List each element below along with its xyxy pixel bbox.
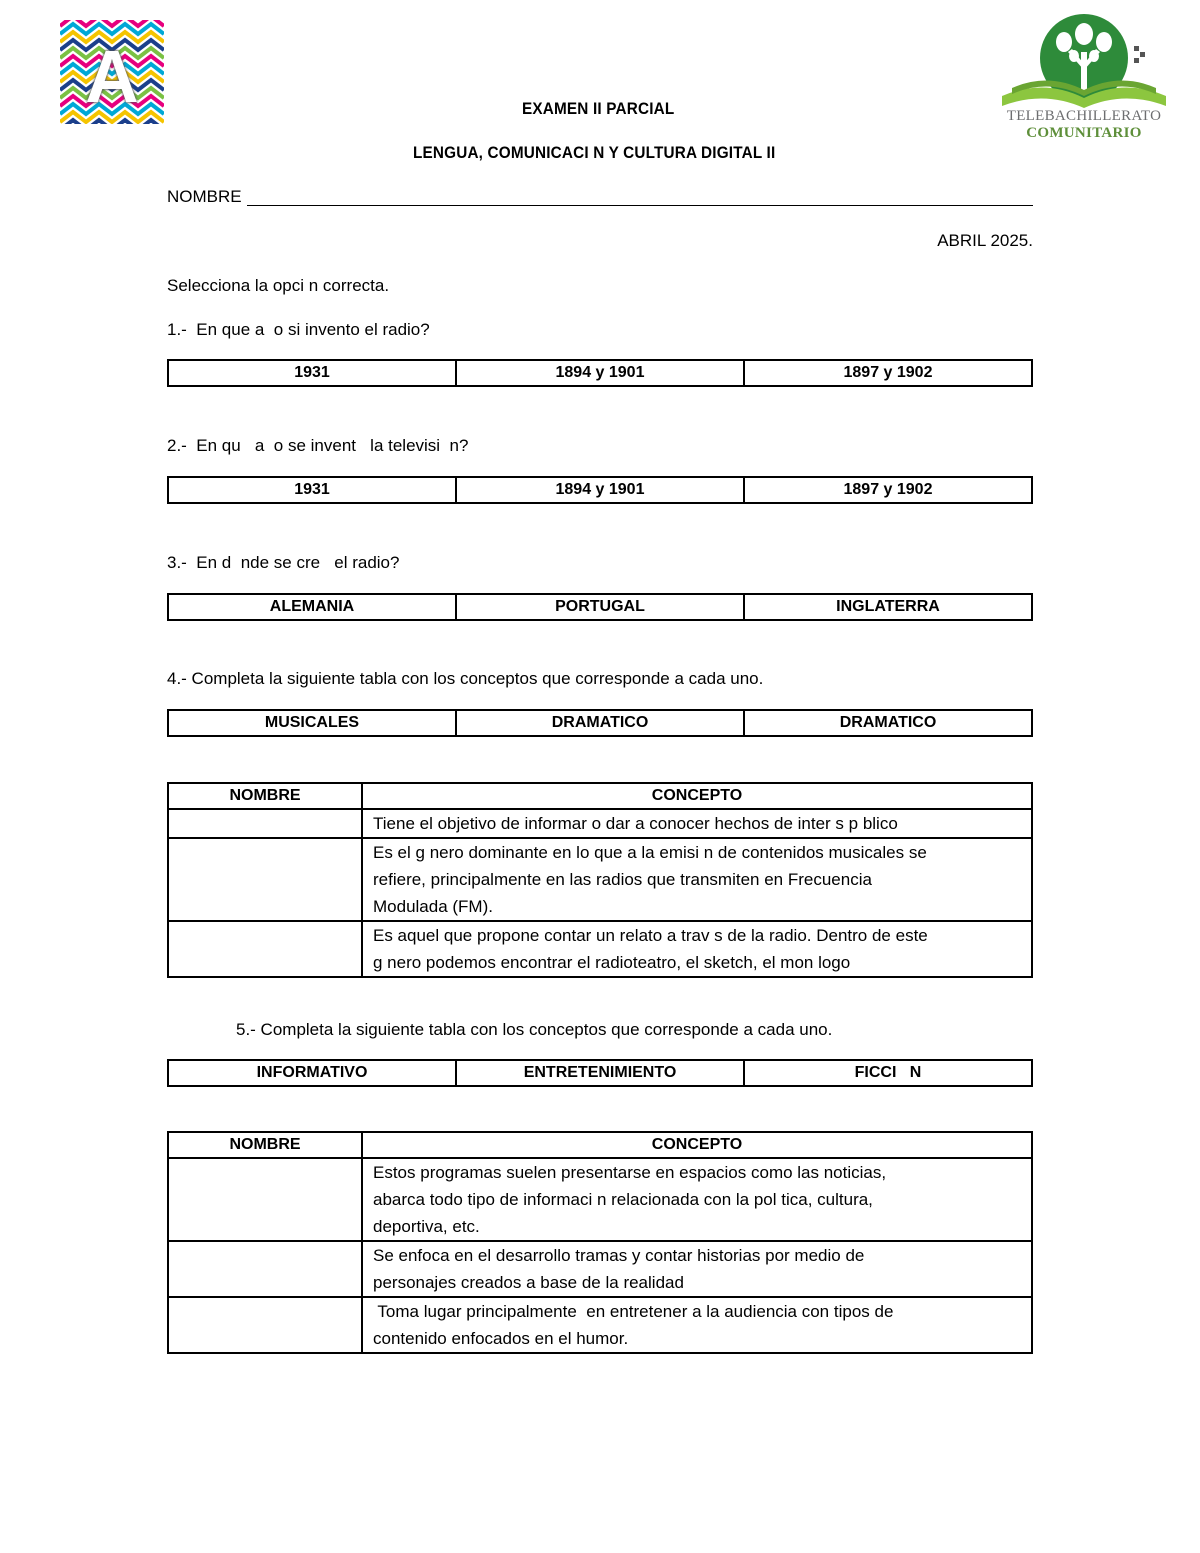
- question-5-table: [167, 1131, 1033, 1354]
- question-1: 1.- En que a o si invento el radio?: [167, 320, 430, 339]
- telebachillerato-logo: [998, 12, 1170, 144]
- option-cell[interactable]: 1897 y 1902: [843, 481, 933, 498]
- question-3: 3.- En d nde se cre el radio?: [167, 553, 400, 572]
- course-title: LENGUA, COMUNICACI N Y CULTURA DIGITAL II: [413, 143, 776, 162]
- answer-cell[interactable]: [168, 1158, 362, 1241]
- column-header: CONCEPTO: [362, 783, 1032, 809]
- answer-cell[interactable]: [168, 1241, 362, 1297]
- answer-cell[interactable]: [168, 921, 362, 977]
- school-logo-left: [60, 20, 164, 124]
- logo-letter: A: [85, 35, 139, 118]
- question-4-options: [167, 709, 1033, 737]
- exam-title: EXAMEN II PARCIAL: [522, 99, 675, 118]
- option-cell: MUSICALES: [169, 711, 457, 735]
- concept-line: Es aquel que propone contar un relato a trav s de la radio. Dentro de este: [373, 926, 928, 945]
- name-field-line[interactable]: [247, 205, 1033, 206]
- concept-cell: [362, 1241, 1032, 1297]
- question-2: 2.- En qu a o se invent la televisi n?: [167, 436, 469, 455]
- option-cell[interactable]: 1897 y 1902: [843, 364, 933, 381]
- name-label: NOMBRE: [167, 187, 242, 206]
- logo-text-line1: TELEBACHILLERATO: [1006, 108, 1162, 124]
- option-cell: INFORMATIVO: [169, 1061, 457, 1085]
- option-cell: DRAMATICO: [839, 714, 937, 731]
- logo-text-line2: COMUNITARIO: [1026, 125, 1142, 141]
- concept-line: deportiva, etc.: [373, 1217, 480, 1236]
- exam-date: ABRIL 2025.: [937, 231, 1033, 250]
- question-5: 5.- Completa la siguiente tabla con los conceptos que corresponde a cada uno.: [236, 1020, 833, 1039]
- question-2-options: [167, 476, 1033, 504]
- option-cell[interactable]: 1894 y 1901: [457, 478, 745, 502]
- concept-line: g nero podemos encontrar el radioteatro, el sketch, el mon logo: [373, 953, 851, 972]
- question-4: 4.- Completa la siguiente tabla con los conceptos que corresponde a cada uno.: [167, 669, 764, 688]
- option-cell[interactable]: 1931: [169, 478, 457, 502]
- concept-line: Toma lugar principalmente en entretener a la audiencia con tipos de: [373, 1302, 894, 1321]
- concept-line: contenido enfocados en el humor.: [373, 1329, 629, 1348]
- concept-cell: [362, 1297, 1032, 1353]
- option-cell[interactable]: 1894 y 1901: [457, 361, 745, 385]
- concept-cell: [362, 809, 1032, 838]
- concept-line: personajes creados a base de la realidad: [373, 1273, 684, 1292]
- question-1-options: [167, 359, 1033, 387]
- table-row: [168, 1241, 1032, 1297]
- concept-line: Tiene el objetivo de informar o dar a conocer hechos de inter s p blico: [373, 814, 898, 833]
- concept-cell: [362, 921, 1032, 977]
- answer-cell[interactable]: [168, 1297, 362, 1353]
- table-row: [168, 1297, 1032, 1353]
- concept-line: Se enfoca en el desarrollo tramas y contar historias por medio de: [373, 1246, 865, 1265]
- option-cell: DRAMATICO: [457, 711, 745, 735]
- answer-cell[interactable]: [168, 838, 362, 921]
- answer-cell[interactable]: [168, 809, 362, 838]
- table-header-row: [168, 1132, 1032, 1158]
- table-header-row: [168, 783, 1032, 809]
- question-3-options: [167, 593, 1033, 621]
- question-5-options: [167, 1059, 1033, 1087]
- concept-cell: [362, 838, 1032, 921]
- column-header: NOMBRE: [168, 1132, 362, 1158]
- concept-line: Es el g nero dominante en lo que a la emisi n de contenidos musicales se: [373, 843, 927, 862]
- option-cell[interactable]: 1931: [169, 361, 457, 385]
- concept-line: abarca todo tipo de informaci n relacionada con la pol tica, cultura,: [373, 1190, 873, 1209]
- tree-book-icon: [998, 12, 1170, 112]
- concept-cell: [362, 1158, 1032, 1241]
- table-row: [168, 809, 1032, 838]
- column-header: NOMBRE: [168, 783, 362, 809]
- question-4-table: [167, 782, 1033, 978]
- option-cell[interactable]: PORTUGAL: [457, 595, 745, 619]
- option-cell[interactable]: INGLATERRA: [836, 598, 940, 615]
- instruction: Selecciona la opci n correcta.: [167, 276, 390, 295]
- concept-line: Modulada (FM).: [373, 897, 493, 916]
- table-row: [168, 838, 1032, 921]
- table-row: [168, 1158, 1032, 1241]
- option-cell: FICCI N: [854, 1064, 922, 1081]
- concept-line: Estos programas suelen presentarse en espacios como las noticias,: [373, 1163, 887, 1182]
- option-cell[interactable]: ALEMANIA: [169, 595, 457, 619]
- option-cell: ENTRETENIMIENTO: [457, 1061, 745, 1085]
- table-row: [168, 921, 1032, 977]
- concept-line: refiere, principalmente en las radios que transmiten en Frecuencia: [373, 870, 872, 889]
- column-header: CONCEPTO: [362, 1132, 1032, 1158]
